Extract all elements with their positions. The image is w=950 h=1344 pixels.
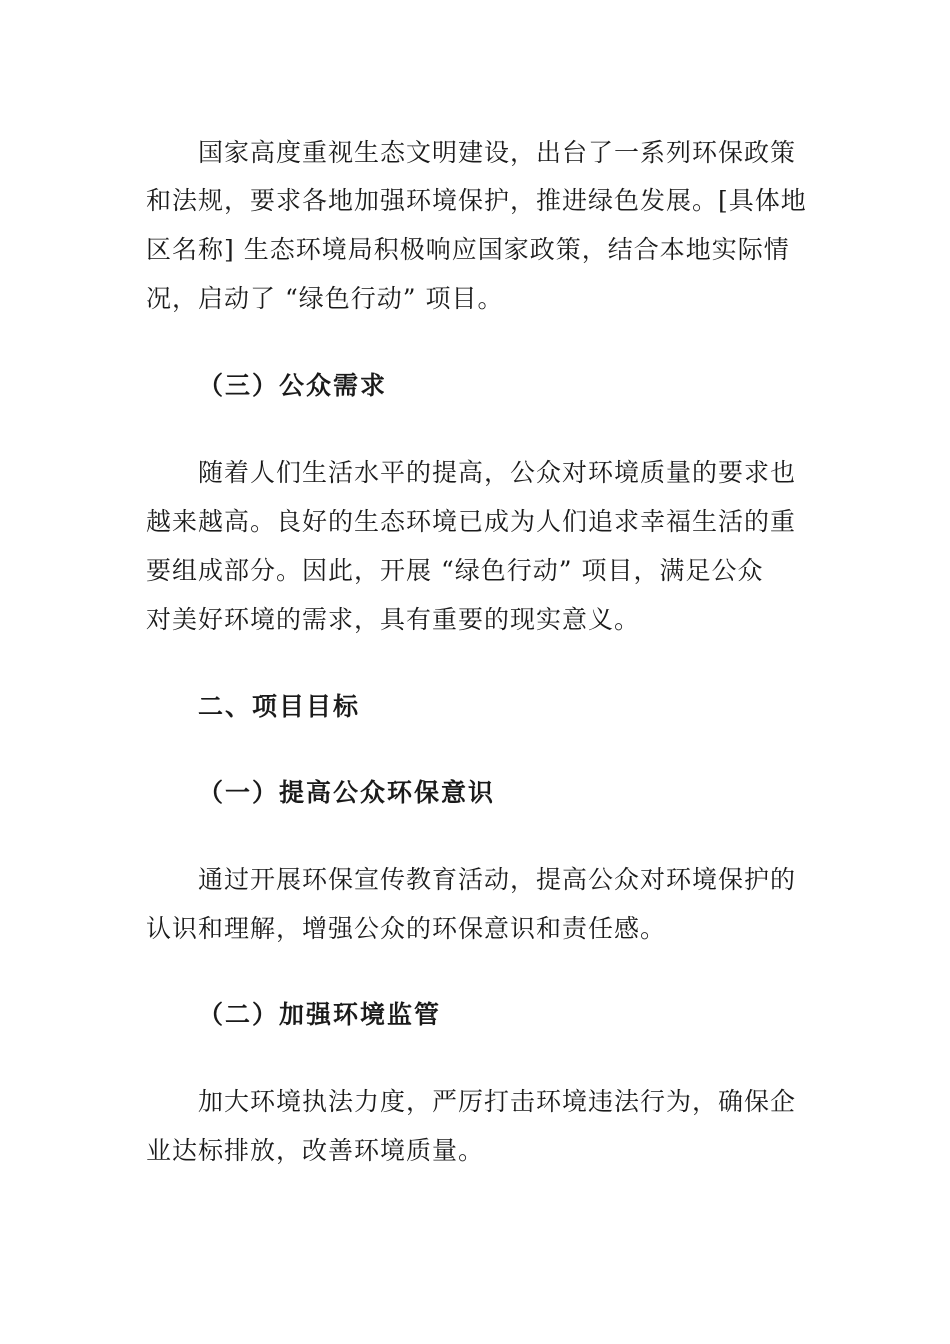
text-line: 国家高度重视生态文明建设，出台了一系列环保政策 (198, 138, 797, 167)
section-title-project-goals: 二、项目目标 (198, 692, 361, 721)
text-line: 随着人们生活水平的提高，公众对环境质量的要求也 (198, 458, 797, 487)
heading-environmental-regulation: （二）加强环境监管 (198, 1000, 442, 1029)
text-line: 加大环境执法力度，严厉打击环境违法行为，确保企 (198, 1087, 797, 1116)
text-line: 和法规，要求各地加强环境保护，推进绿色发展。[具体地 (146, 186, 807, 215)
heading-public-awareness: （一）提高公众环保意识 (198, 778, 496, 807)
text-line: 区名称] 生态环境局积极响应国家政策，结合本地实际情 (146, 235, 790, 264)
text-line: 通过开展环保宣传教育活动，提高公众对环境保护的 (198, 865, 797, 894)
text-line: 认识和理解，增强公众的环保意识和责任感。 (146, 914, 667, 943)
text-line: 要组成部分。因此，开展 “绿色行动” 项目，满足公众 (146, 556, 764, 585)
heading-public-demand: （三）公众需求 (198, 371, 388, 400)
text-line: 对美好环境的需求，具有重要的现实意义。 (146, 605, 641, 634)
text-line: 况，启动了 “绿色行动” 项目。 (146, 284, 504, 313)
text-line: 越来越高。良好的生态环境已成为人们追求幸福生活的重 (146, 507, 797, 536)
text-line: 业达标排放，改善环境质量。 (146, 1136, 485, 1165)
